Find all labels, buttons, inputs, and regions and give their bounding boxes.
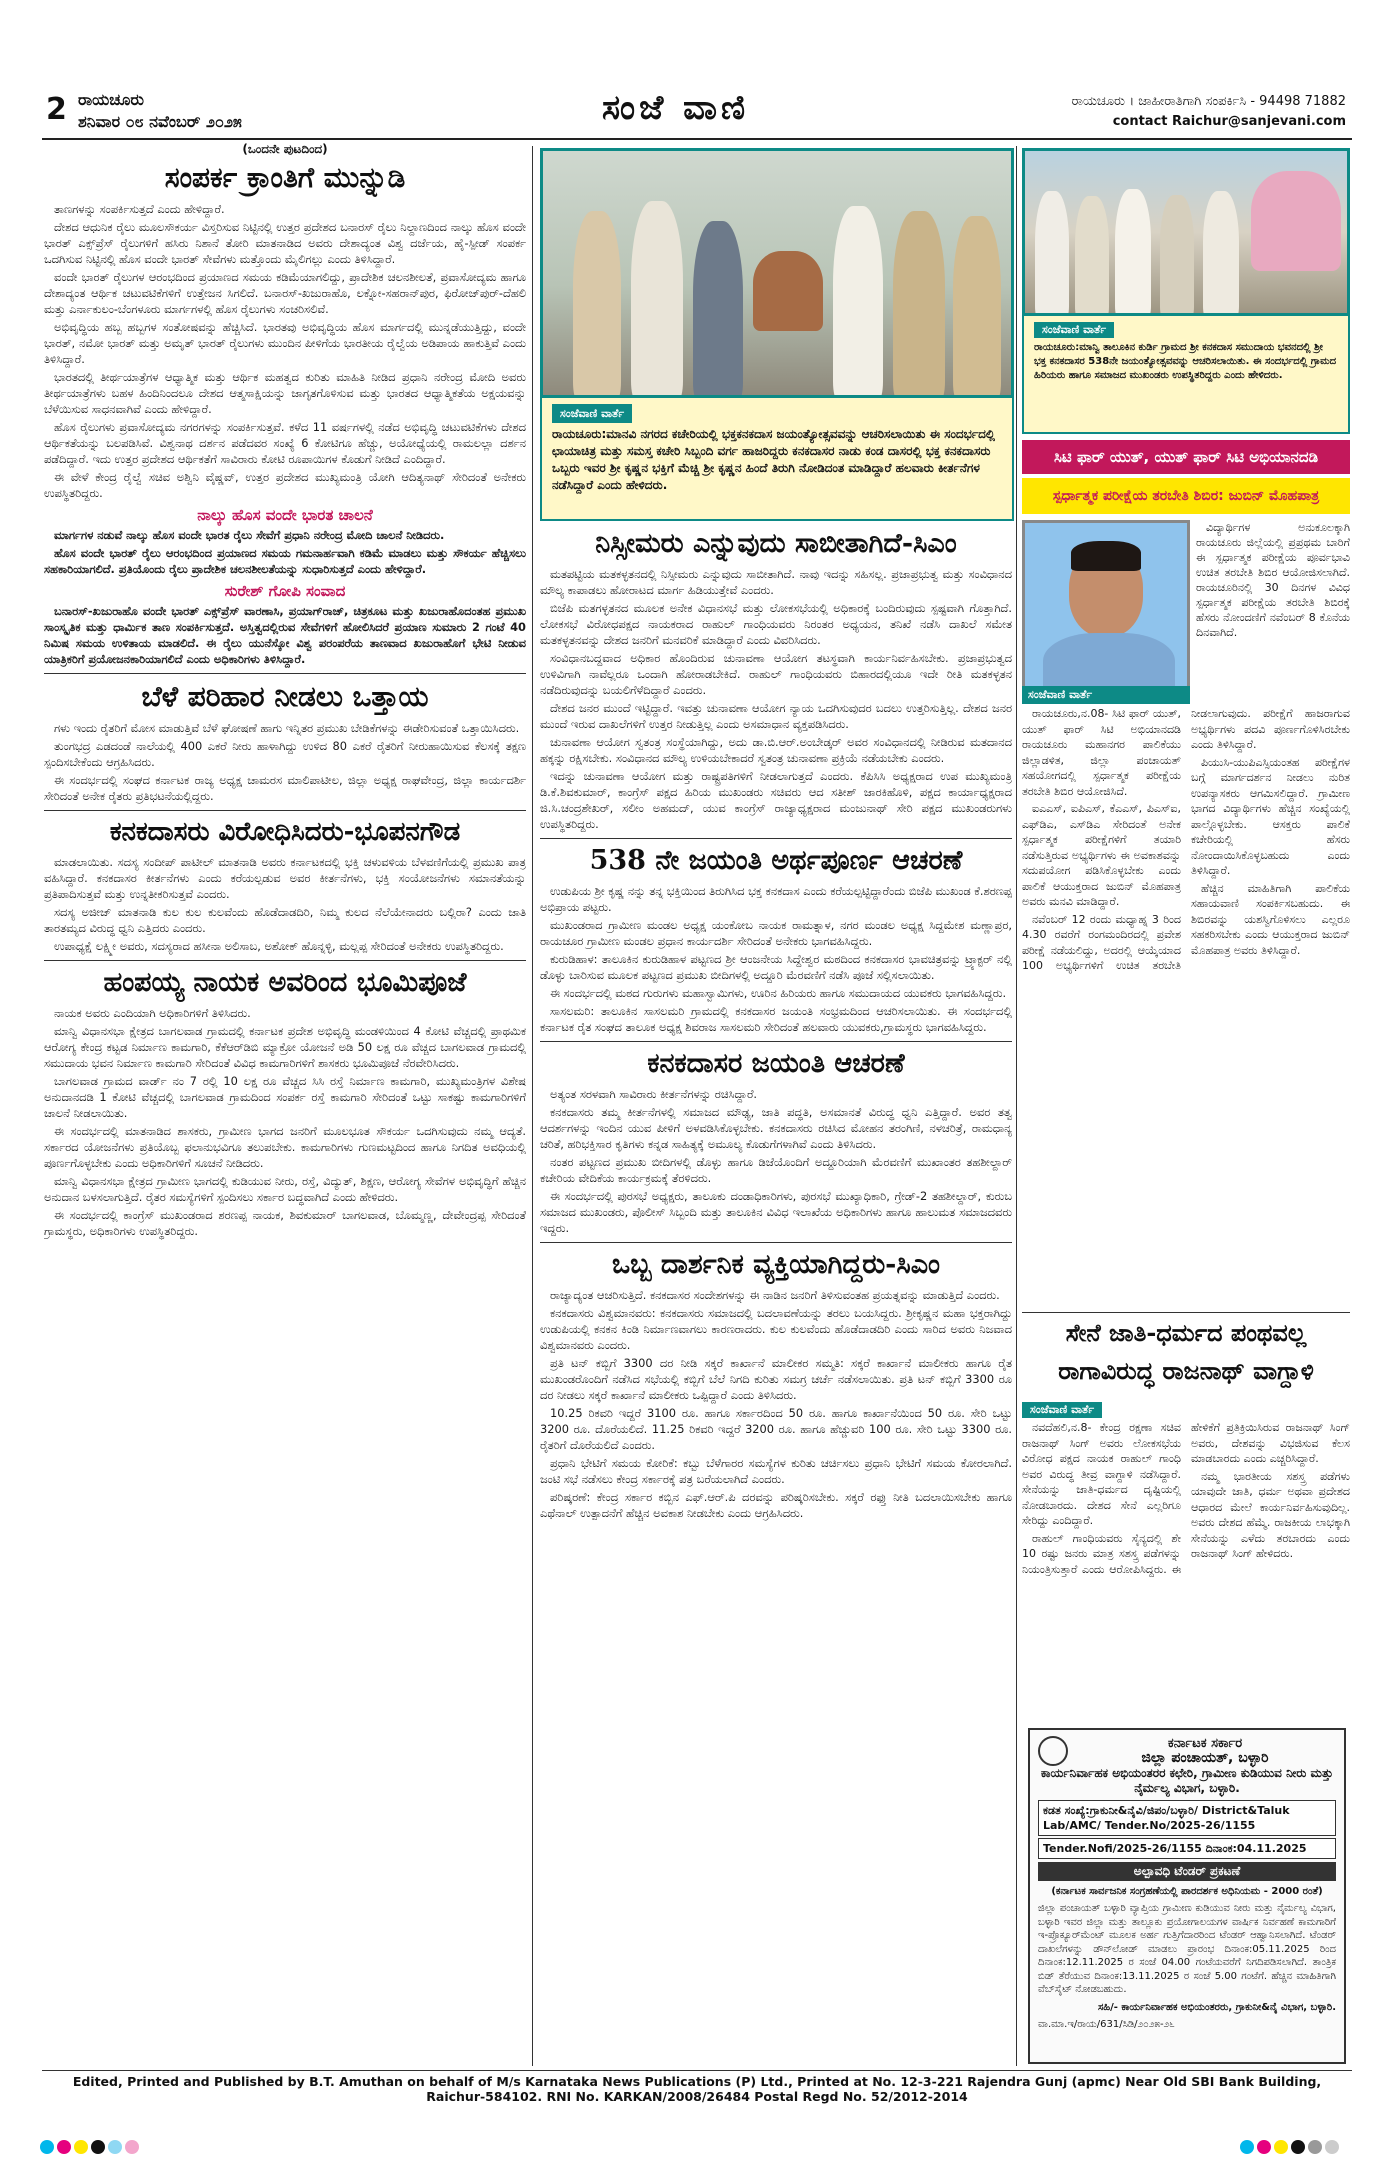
paragraph: ನಂತರ ಪಟ್ಟಣದ ಪ್ರಮುಖ ಬೀದಿಗಳಲ್ಲಿ ಡೊಳ್ಳು ಹಾಗೂ ಡಿಜೆಯೊಂದಿಗೆ ಅದ್ದೂರಿಯಾಗಿ ಮೆರವಣಿಗೆ ಮುಖಾಂತರ ತಹಶೀಲ್ದಾರ್ ಕಚೇರಿಯ ವೇದಿಕೆಯ ಕಾರ್ಯಕ್ರಮಕ್ಕೆ ತೆರಳಿದರು. <box>540 1155 1012 1185</box>
paragraph: ನಮ್ಮ ಭಾರತೀಯ ಸಶಸ್ತ್ರ ಪಡೆಗಳು ಯಾವುದೇ ಜಾತಿ, ಧರ್ಮ ಅಥವಾ ಪ್ರದೇಶದ ಆಧಾರದ ಮೇಲೆ ಕಾರ್ಯನಿರ್ವಹಿಸುವುದಿಲ್ಲ. ಅವರು ದೇಶದ ಹೆಮ್ಮೆ. ರಾಜಕೀಯ ಲಾಭಕ್ಕಾಗಿ ಸೇನೆಯನ್ನು ಎಳೆದು ತರಬಾರದು ಎಂದು ರಾಜನಾಥ್ ಸಿಂಗ್ ಹೇಳಿದರು. <box>1191 1469 1350 1560</box>
light-cyan-mark <box>108 2140 122 2154</box>
tender-advertisement <box>1028 1728 1346 2064</box>
portrait-hair <box>1071 541 1141 571</box>
banner-city-for-youth: ಸಿಟಿ ಫಾರ್ ಯುತ್, ಯುತ್ ಫಾರ್ ಸಿಟಿ ಅಭಿಯಾನದಡಿ <box>1022 440 1350 474</box>
black-mark <box>91 2140 105 2154</box>
paragraph: ಮಾನ್ವಿ ವಿಧಾನಸಭಾ ಕ್ಷೇತ್ರದ ಬಾಗಲವಾಡ ಗ್ರಾಮದಲ್ಲಿ ಕರ್ನಾಟಕ ಪ್ರದೇಶ ಅಭಿವೃದ್ಧಿ ಮಂಡಳಿಯಿಂದ 4 ಕೋಟಿ ವೆಚ್ಚದಲ್ಲಿ ಪ್ರಾಥಮಿಕ ಆರೋಗ್ಯ ಕೇಂದ್ರ ಕಟ್ಟಡ ನಿರ್ಮಾಣ ಕಾಮಗಾರಿ, ಕೆಕೆಆರ್‌ಡಿಬಿ ಮ್ಯಾಕ್ರೋ ಯೋಜನೆ ಅಡಿ 50 ಲಕ್ಷ ರೂ ವೆಚ್ಚದ ಬಾಗಲವಾಡ ಗ್ರಾಮದಲ್ಲಿ ಸಮುದಾಯ ಭವನ ನಿರ್ಮಾಣ ಕಾಮಗಾರಿ ಸೇರಿದಂತೆ ವಿವಿಧ ಕಾಮಗಾರಿಗಳಿಗೆ ಶಾಸಕರು ಭೂಮಿಪೂಜೆ ನೆರವೇರಿಸಿದರು. <box>44 1024 526 1070</box>
paragraph: ಸದಸ್ಯ ಅಜೀಜ್ ಮಾತನಾಡಿ ಕುಲ ಕುಲ ಕುಲವೆಂದು ಹೊಡೆದಾಡದಿರಿ, ನಿಮ್ಮ ಕುಲದ ನೆಲೆಯೇನಾದರು ಬಲ್ಲಿರಾ? ಎಂದು ಜಾತಿ ತಾರತಮ್ಯದ ವಿರುದ್ಧ ಧ್ವನಿ ಎತ್ತಿದರು ಎಂದರು. <box>44 905 526 935</box>
paragraph: ಪಿಯುಸಿ-ಯುಪಿಎಸ್ಸಿಯಂತಹ ಪರೀಕ್ಷೆಗಳ ಬಗ್ಗೆ ಮಾರ್ಗದರ್ಶನ ನೀಡಲು ನುರಿತ ಉಪನ್ಯಾಸಕರು ಆಗಮಿಸಲಿದ್ದಾರೆ. ಗ್ರಾಮೀಣ ಭಾಗದ ವಿದ್ಯಾರ್ಥಿಗಳು ಹೆಚ್ಚಿನ ಸಂಖ್ಯೆಯಲ್ಲಿ ಪಾಲ್ಗೊಳ್ಳಬೇಕು. ಆಸಕ್ತರು ಪಾಲಿಕೆ ಕಚೇರಿಯಲ್ಲಿ ಹೆಸರು ನೋಂದಾಯಿಸಿಕೊಳ್ಳಬಹುದು ಎಂದು ತಿಳಿಸಿದ್ದಾರೆ. <box>1191 755 1350 877</box>
portrait-shirt <box>1043 633 1175 692</box>
article-darshanika <box>540 1287 1012 1521</box>
headline-kanakadasara-jayanti: ಕನಕದಾಸರ ಜಯಂತಿ ಆಚರಣೆ <box>647 1048 905 1079</box>
headline-nisseemaru: ನಿಸ್ಸೀಮರು ಎನ್ನುವುದು ಸಾಬೀತಾಗಿದೆ-ಸಿಎಂ <box>595 528 957 559</box>
caption-text: ರಾಯಚೂರು:ಮಾನವಿ ನಗರದ ಕಚೇರಿಯಲ್ಲಿ ಭಕ್ತಕನಕದಾಸ ಜಯಂತ್ಯೋತ್ಸವವನ್ನು ಆಚರಿಸಲಾಯಿತು ಈ ಸಂದರ್ಭದಲ್ಲಿ ಛಾಯಾಚಿತ್ರ ಮತ್ತು ಸಮಸ್ತ ಕಚೇರಿ ಸಿಬ್ಬಂದಿ ವರ್ಗ ಹಾಜರಿದ್ದರು ಕನಕದಾಸರ ನಾಡು ಕಂಡ ದಾಸರಲ್ಲಿ ಭಕ್ತ ಕನಕದಾಸರು ಒಬ್ಬರು ಇವರ ಶ್ರೀ ಕೃಷ್ಣನ ಭಕ್ತಿಗೆ ಮೆಚ್ಚಿ ಶ್ರೀ ಕೃಷ್ಣನ ಹಿಂದೆ ತಿರುಗಿ ನೋಡಿದಂತ ಮಾಡಿದ್ದಾರೆ ಹಲವಾರು ಕೀರ್ತನೆಗಳ ನಡೆಸಿದ್ದಾರೆ ಎಂದು ಹೇಳಿದರು. <box>552 427 995 492</box>
paragraph: ದೇಶದ ಜನರ ಮುಂದೆ ಇಟ್ಟಿದ್ದಾರೆ. ಇವತ್ತು ಚುನಾವಣಾ ಆಯೋಗ ನ್ಯಾಯ ಒದಗಿಸುವುದರ ಬದಲು ಉತ್ತರಿಸುತ್ತಿಲ್ಲ. ದೇಶದ ಜನರ ಮುಂದೆ ಇರುವ ದಾಖಲೆಗಳಿಗೆ ಉತ್ತರ ನೀಡುತ್ತಿಲ್ಲ ಎಂದು ಅಸಮಾಧಾನ ವ್ಯಕ್ತಪಡಿಸಿದರು. <box>540 701 1012 731</box>
logo-text: ಸಂಜೆ ವಾಣಿ <box>602 88 750 128</box>
ad-signature: ಸಹಿ/- ಕಾರ್ಯನಿರ್ವಾಹಕ ಅಭಿಯಂತರರು, ಗ್ರಾಕುನೀ&ನೈ ವಿಭಾಗ, ಬಳ್ಳಾರಿ. <box>1097 2001 1336 2013</box>
color-registration-marks <box>1240 2140 1339 2154</box>
photo-person <box>631 201 683 398</box>
black-mark <box>1291 2140 1305 2154</box>
headline-kanakadasaru-virodhisidaru: ಕನಕದಾಸರು ವಿರೋಧಿಸಿದರು-ಭೂಪನಗೌಡ <box>109 817 461 847</box>
photo-portrait-frame <box>753 251 823 331</box>
photo-portrait-jubin <box>1022 520 1190 692</box>
magenta-mark <box>1257 2140 1271 2154</box>
paragraph: ತುಂಗಭದ್ರ ಎಡದಂಡೆ ನಾಲೆಯಲ್ಲಿ 400 ಎಕರೆ ನೀರು ಹಾಳಾಗಿದ್ದು ಉಳಿದ 80 ಎಕರೆ ರೈತರಿಗೆ ನೀರುಹಾಯಿಸುವ ಕೆಲಸಕ್ಕೆ ತಕ್ಷಣ ಸ್ಪಂದಿಸಬೇಕೆಂದು ಆಗ್ರಹಿಸಿದರು. <box>44 739 526 769</box>
column-divider <box>532 146 533 2066</box>
photo-caption-kurdi <box>1022 314 1350 434</box>
article-538-jayanti <box>540 883 1012 1035</box>
headline-sene: ಸೇನೆ ಜಾತಿ-ಧರ್ಮದ ಪಂಥವಲ್ಲ <box>1065 1318 1307 1347</box>
paragraph: ಐಎಎಸ್, ಐಪಿಎಸ್, ಕೆಎಎಸ್, ಪಿಎಸ್ಐ, ಎಫ್‌ಡಿಎ, ಎಸ್‌ಡಿಎ ಸೇರಿದಂತೆ ಅನೇಕ ಸ್ಪರ್ಧಾತ್ಮಕ ಪರೀಕ್ಷೆಗಳಿಗೆ ತಯಾರಿ ನಡೆಸುತ್ತಿರುವ ಅಭ್ಯರ್ಥಿಗಳು ಈ ಅವಕಾಶವನ್ನು ಸದುಪಯೋಗ ಪಡಿಸಿಕೊಳ್ಳಬೇಕು ಎಂದು ಪಾಲಿಕೆ ಆಯುಕ್ತರಾದ ಜುಬಿನ್ ಮೊಹಪಾತ್ರ ಅವರು ಮನವಿ ಮಾಡಿದ್ದಾರೆ. <box>1022 802 1181 908</box>
section-rule <box>44 810 526 811</box>
photo-person <box>1035 191 1069 316</box>
section-rule <box>44 960 526 961</box>
yellow-mark <box>1274 2140 1288 2154</box>
continued-label: (ಒಂದನೇ ಪುಟದಿಂದ) <box>242 142 328 156</box>
section-rule <box>540 838 1012 839</box>
masthead-date: ಶನಿವಾರ ೦೮ ನವೆಂಬರ್ ೨೦೨೫ <box>78 112 242 131</box>
light-grey-mark <box>1325 2140 1339 2154</box>
ad-title: ಕರ್ನಾಟಕ ಸರ್ಕಾರ <box>1167 1736 1243 1751</box>
paragraph: ನವೆಂಬರ್ 12 ರಂದು ಮಧ್ಯಾಹ್ನ 3 ರಿಂದ 4.30 ರವರೆಗೆ ರಂಗಮಂದಿರದಲ್ಲಿ ಪ್ರವೇಶ ಪರೀಕ್ಷೆ ನಡೆಯಲಿದ್ದು, ಅದರಲ್ಲಿ ಆಯ್ಕೆಯಾದ 100 ಅಭ್ಯರ್ಥಿಗಳಿಗೆ ಉಚಿತ ತರಬೇತಿ ನೀಡಲಾಗುವುದು. ಪರೀಕ್ಷೆಗೆ ಹಾಜರಾಗುವ ಅಭ್ಯರ್ಥಿಗಳು ಪದವಿ ಪೂರ್ಣಗೊಳಿಸಿರಬೇಕು ಎಂದು ತಿಳಿಸಿದ್ದಾರೆ. <box>1022 707 1350 972</box>
paragraph: ಹೊಸ ವಂದೇ ಭಾರತ್ ರೈಲು ಆರಂಭದಿಂದ ಪ್ರಯಾಣದ ಸಮಯ ಗಮನಾರ್ಹವಾಗಿ ಕಡಿಮೆ ಮಾಡಲು ಮತ್ತು ಸೌಕರ್ಯ ಹೆಚ್ಚಿಸಲು ಸಹಕಾರಿಯಾಗಲಿದೆ. ಪ್ರತಿಯೊಂದು ರೈಲು ಪ್ರಾದೇಶಿಕ ಚಲನಶೀಲತೆಯನ್ನು ಸುಧಾರಿಸುತ್ತದೆ ಎಂದು ಹೇಳಿದ್ದಾರೆ. <box>44 546 526 576</box>
paragraph: ಕನಕದಾಸರು ವಿಶ್ವಮಾನವರು: ಕನಕದಾಸರು ಸಮಾಜದಲ್ಲಿ ಬದಲಾವಣೆಯನ್ನು ತರಲು ಬಯಸಿದ್ದರು. ಶ್ರೀಕೃಷ್ಣನ ಮಹಾ ಭಕ್ತರಾಗಿದ್ದು ಉಡುಪಿಯಲ್ಲಿ ಕನಕನ ಕಿಂಡಿ ನಿರ್ಮಾಣವಾಗಲು ಕಾರಣರಾದರು. ಕುಲ ಕುಲವೆಂದು ಹೊಡೆದಾಡದಿರಿ ಎಂದು ಸಾರಿದ ಅವರು ನಿಜವಾದ ವಿಶ್ವಮಾನವರು ಎಂದರು. <box>540 1306 1012 1352</box>
paragraph: ಭಾರತದಲ್ಲಿ ತೀರ್ಥಯಾತ್ರೆಗಳ ಆಧ್ಯಾತ್ಮಿಕ ಮತ್ತು ಆರ್ಥಿಕ ಮಹತ್ವದ ಕುರಿತು ಮಾಹಿತಿ ನೀಡಿದ ಪ್ರಧಾನಿ ನರೇಂದ್ರ ಮೋದಿ ಅವರು ತೀರ್ಥಯಾತ್ರೆಗಳು ಬಹಳ ಹಿಂದಿನಿಂದಲೂ ದೇಶದ ಆತ್ಮಸಾಕ್ಷಿಯನ್ನು ಜಾಗೃತಗೊಳಿಸುವ ಮತ್ತು ಭಾರತದ ಆಧ್ಯಾತ್ಮಿಕತೆಯ ಅಕ್ಷಯವನ್ನು ಬೆಳೆಯಿಸುವ ಸಾಧನವಾಗಿವೆ ಎಂದು ಹೇಳಿದ್ದಾರೆ. <box>44 370 526 416</box>
column-right-article <box>1022 706 1350 1306</box>
paragraph: ವಂದೇ ಭಾರತ್ ರೈಲುಗಳ ಆರಂಭದಿಂದ ಪ್ರಯಾಣದ ಸಮಯ ಕಡಿಮೆಯಾಗಲಿದ್ದು, ಪ್ರಾದೇಶಿಕ ಚಲನಶೀಲತೆ, ಪ್ರವಾಸೋದ್ಯಮ ಹಾಗೂ ದೇಶಾದ್ಯಂತ ಆರ್ಥಿಕ ಚಟುವಟಿಕೆಗಳಿಗೆ ಉತ್ತೇಜನ ಸಿಗಲಿದೆ. ಬನಾರಸ್-ಖಜುರಾಹೊ, ಲಕ್ನೋ-ಸಹರಾನ್‌ಪುರ, ಫಿರೋಜ್‌ಪುರ್-ದೆಹಲಿ ಮತ್ತು ಎರ್ನಾಕುಲಂ-ಬೆಂಗಳೂರು ಮಾರ್ಗಗಳಲ್ಲಿ ಹೊಸ ರೈಲುಗಳು ಸಂಚರಿಸಲಿವೆ. <box>44 270 526 316</box>
ad-reference-2: Tender.Nofi/2025-26/1155 ದಿನಾಂಕ:04.11.2025 <box>1038 1838 1336 1859</box>
caption-tag: ಸಂಜೆವಾಣಿ ವಾರ್ತೆ <box>1022 1402 1102 1418</box>
paragraph: ಸಾಸಲಮರಿ: ತಾಲೂಕಿನ ಸಾಸಲಮರಿ ಗ್ರಾಮದಲ್ಲಿ ಕನಕದಾಸರ ಜಯಂತಿ ಸಂಭ್ರಮದಿಂದ ಆಚರಿಸಲಾಯಿತು. ಈ ಸಂದರ್ಭದಲ್ಲಿ ಕರ್ನಾಟಕ ರೈತ ಸಂಘದ ತಾಲೂಕ ಅಧ್ಯಕ್ಷ ಶಿವರಾಜ ಸಾಸಲಮರಿ ಸೇರಿದಂತೆ ಹಲವಾರು ಯುವಕರು,ಗ್ರಾಮಸ್ಥರು ಭಾಗವಹಿಸಿದ್ದರು. <box>540 1004 1012 1034</box>
banner-competitive-exam: ಸ್ಪರ್ಧಾತ್ಮಕ ಪರೀಕ್ಷೆಯ ತರಬೇತಿ ಶಿಬಿರ: ಜುಬಿನ್ ಮೊಹಪಾತ್ರ <box>1022 478 1350 514</box>
caption-text: ರಾಯಚೂರು:ಮಾನ್ವಿ ತಾಲೂಕಿನ ಕುರ್ಡಿ ಗ್ರಾಮದ ಶ್ರೀ ಕನಕದಾಸ ಸಮುದಾಯ ಭವನದಲ್ಲಿ ಶ್ರೀ ಭಕ್ತ ಕನಕದಾಸರ 538ನೇ ಜಯಂತ್ಯೋತ್ಸವವನ್ನು ಆಚರಿಸಲಾಯಿತು. ಈ ಸಂದರ್ಭದಲ್ಲಿ ಗ್ರಾಮದ ಹಿರಿಯರು ಹಾಗೂ ಸಮಾಜದ ಮುಖಂಡರು ಉಪಸ್ಥಿತರಿದ್ದರು ಎಂದು ಹೇಳಿದರು. <box>1034 342 1337 381</box>
paragraph: ತಾಣಗಳನ್ನು ಸಂಪರ್ಕಿಸುತ್ತದೆ ಎಂದು ಹೇಳಿದ್ದಾರೆ. <box>54 202 225 216</box>
ad-contact-line: ರಾಯಚೂರು । ಜಾಹೀರಾತಿಗಾಗಿ ಸಂಪರ್ಕಿಸಿ - 94498 71882 <box>1071 94 1346 109</box>
paragraph: ಇದನ್ನು ಚುನಾವಣಾ ಆಯೋಗ ಮತ್ತು ರಾಷ್ಟ್ರಪತಿಗಳಿಗೆ ನೀಡಲಾಗುತ್ತದೆ ಎಂದರು. ಕೆಪಿಸಿಸಿ ಅಧ್ಯಕ್ಷರಾದ ಉಪ ಮುಖ್ಯಮಂತ್ರಿ ಡಿ.ಕೆ.ಶಿವಕುಮಾರ್, ಕಾಂಗ್ರೆಸ್ ಪಕ್ಷದ ಹಿರಿಯ ಮುಖಂಡರು ಸಚಿವರು ಆದ ಸತೀಶ್ ಜಾರಕಿಹೊಳಿ, ಪಕ್ಷದ ಕಾರ್ಯಾಧ್ಯಕ್ಷರಾದ ಜಿ.ಸಿ.ಚಂದ್ರಶೇಖರ್, ಸಲೀಂ ಅಹಮದ್, ಯುವ ಕಾಂಗ್ರೆಸ್ ರಾಜ್ಯಾಧ್ಯಕ್ಷರಾದ ಮಂಜುನಾಥ್ ಸೇರಿ ಪಕ್ಷದ ಮುಖಂಡರುಗಳು ಉಪಸ್ಥಿತರಿದ್ದರು. <box>540 769 1012 831</box>
magenta-mark <box>57 2140 71 2154</box>
paragraph: ಈ ಸಂದರ್ಭದಲ್ಲಿ ಮಠದ ಗುರುಗಳು ಮಹಾಸ್ವಾಮಿಗಳು, ಊರಿನ ಹಿರಿಯರು ಹಾಗೂ ಸಮುದಾಯದ ಯುವಕರು ಭಾಗವಹಿಸಿದ್ದರು. <box>550 986 1007 1000</box>
paragraph: ರಾಜ್ಯಾದ್ಯಂತ ಆಚರಿಸುತ್ತಿದೆ. ಕನಕದಾಸರ ಸಂದೇಶಗಳನ್ನು ಈ ನಾಡಿನ ಜನರಿಗೆ ತಿಳಿಸುವಂತಹ ಪ್ರಯತ್ನವನ್ನು ಮಾಡುತ್ತಿದೆ ಎಂದರು. <box>550 1288 1000 1302</box>
email-contact-line: contact Raichur@sanjevani.com <box>1112 114 1346 129</box>
photo-flower-decoration <box>1251 171 1341 271</box>
ad-sub-banner: (ಕರ್ನಾಟಕ ಸಾರ್ವಜನಿಕ ಸಂಗ್ರಹಣೆಯಲ್ಲಿ ಪಾರದರ್ಶಕ ಅಧಿನಿಯಮ - 2000 ರಂತೆ) <box>1051 1886 1323 1897</box>
photo-person <box>893 211 945 398</box>
headline-538-jayanti: 538 ನೇ ಜಯಂತಿ ಅರ್ಥಪೂರ್ಣ ಆಚರಣೆ <box>589 845 963 876</box>
paragraph: ಮತಪಟ್ಟಿಯ ಮತಕಳ್ಳತನದಲ್ಲಿ ನಿಸ್ಸೀಮರು ಎನ್ನುವುದು ಸಾಬೀತಾಗಿದೆ. ನಾವು ಇದನ್ನು ಸಹಿಸಲ್ಲ. ಪ್ರಜಾಪ್ರಭುತ್ವ ಮತ್ತು ಸಂವಿಧಾನದ ಮೌಲ್ಯ ಕಾಪಾಡಲು ಹೋರಾಟದ ಮಾರ್ಗ ಹಿಡಿಯುತ್ತೇವೆ ಎಂದರು. <box>540 567 1012 597</box>
photo-kurdi-celebration <box>1022 148 1350 316</box>
newspaper-logo <box>602 88 749 128</box>
paragraph: ಉಡುಪಿಯ ಶ್ರೀ ಕೃಷ್ಣ ನನ್ನು ತನ್ನ ಭಕ್ತಿಯಿಂದ ತಿರುಗಿಸಿದ ಭಕ್ತ ಕನಕದಾಸ ಎಂದು ಕರೆಯಲ್ಪಟ್ಟಿದ್ದಾರೆಂದು ಬಿಜೆಪಿ ಮುಖಂಡ ಕೆ.ಶರಣಪ್ಪ ಅಭಿಪ್ರಾಯ ಪಟ್ಟರು. <box>540 884 1012 914</box>
paragraph: ಸಂವಿಧಾನಬದ್ದವಾದ ಅಧಿಕಾರ ಹೊಂದಿರುವ ಚುನಾವಣಾ ಆಯೋಗ ತಟಸ್ಥವಾಗಿ ಕಾರ್ಯನಿರ್ವಹಿಸಬೇಕು. ಪ್ರಜಾಪ್ರಭುತ್ವದ ಉಳಿವಿಗಾಗಿ ನಾವೆಲ್ಲರೂ ಒಂದಾಗಿ ಹೋರಾಡಬೇಕಿದೆ. ರಾಹುಲ್ ಗಾಂಧಿಯವರು ಬಿಹಾರದಲ್ಲಿಯೂ ಇದೇ ರೀತಿ ಮತಕಳ್ಳತನ ನಡೆದಿರುವುದನ್ನು ಬಯಲಿಗೆಳೆದಿದ್ದಾರೆ ಎಂದರು. <box>540 651 1012 697</box>
paragraph: ಮಾಡಲಾಯಿತು. ಸದಸ್ಯ ಸಂದೀಪ್ ಪಾಟೀಲ್ ಮಾತನಾಡಿ ಅವರು ಕರ್ನಾಟಕದಲ್ಲಿ ಭಕ್ತಿ ಚಳುವಳಿಯ ಬೆಳವಣಿಗೆಯಲ್ಲಿ ಪ್ರಮುಖ ಪಾತ್ರ ವಹಿಸಿದ್ದಾರೆ. ಕನಕದಾಸರ ಕೀರ್ತನೆಗಳು ಎಂದು ಕರೆಯಲ್ಪಡುವ ಅವರ ಕೀರ್ತನೆಗಳು, ಭಕ್ತಿ ಸಂಯೋಜನೆಗಳು ಸಮಾನತೆಯನ್ನು ಪ್ರತಿಪಾದಿಸುತ್ತವೆ ಮತ್ತು ಉನ್ನತೀಕರಿಸುತ್ತವೆ ಎಂದರು. <box>44 855 526 901</box>
photo-person <box>1203 191 1239 316</box>
paragraph: ದೇಶದ ಆಧುನಿಕ ರೈಲು ಮೂಲಸೌಕರ್ಯ ವಿಸ್ತರಿಸುವ ನಿಟ್ಟಿನಲ್ಲಿ ಉತ್ತರ ಪ್ರದೇಶದ ಬನಾರಸ್ ರೈಲು ನಿಲ್ದಾಣದಿಂದ ನಾಲ್ಕು ಹೊಸ ವಂದೇ ಭಾರತ್ ಎಕ್ಸ್‌ಪ್ರೆಸ್ ರೈಲುಗಳಿಗೆ ಹಸಿರು ನಿಶಾನೆ ತೋರಿ ಮಾತನಾಡಿದ ಅವರು ದೇಶಾದ್ಯಂತ ವಿಶ್ವ ದರ್ಜೆಯ, ಹೈ-ಸ್ಪೀಡ್ ಸಂಪರ್ಕ ಒದಗಿಸುವ ನಿಟ್ಟಿನಲ್ಲಿ ಹೊಸ ವಂದೇ ಭಾರತ್ ಸೇವೆಗಳು ಮತ್ತೊಂದು ಮೈಲಿಗಲ್ಲು ಎಂದು ತಿಳಿಸಿದ್ದಾರೆ. <box>44 220 526 266</box>
article-kanakadasara-jayanti <box>540 1086 1012 1236</box>
photo-person <box>833 206 883 398</box>
photo-person <box>1115 189 1151 316</box>
masthead <box>42 86 1352 140</box>
paragraph: ಈ ವೇಳೆ ಕೇಂದ್ರ ರೈಲ್ವೆ ಸಚಿವ ಅಶ್ವಿನಿ ವೈಷ್ಣವ್, ಉತ್ತರ ಪ್ರದೇಶದ ಮುಖ್ಯಮಂತ್ರಿ ಯೋಗಿ ಆದಿತ್ಯನಾಥ್ ಸೇರಿದಂತೆ ಅನೇಕರು ಉಪಸ್ಥಿತರಿದ್ದರು. <box>44 470 526 500</box>
headline-bele-parihara: ಬೆಳೆ ಪರಿಹಾರ ನೀಡಲು ಒತ್ತಾಯ <box>141 680 429 713</box>
article-kanakadasaru <box>44 854 526 954</box>
headline-darshanika: ಒಬ್ಬ ದಾರ್ಶನಿಕ ವ್ಯಕ್ತಿಯಾಗಿದ್ದರು-ಸಿಎಂ <box>611 1249 941 1280</box>
paragraph: ಮುಖಂಡರಾದ ಗ್ರಾಮೀಣ ಮಂಡಲ ಅಧ್ಯಕ್ಷ ಯಂಕೋಬ ನಾಯಕ ರಾಮತ್ನಾಳ, ನಗರ ಮಂಡಲ ಅಧ್ಯಕ್ಷ ಸಿದ್ದಮೇಶ ಮಣ್ಣಾಪ್ರರ, ರಾಯಚೂರ ಗ್ರಾಮೀಣ ಮಂಡಲ ಪ್ರಧಾನ ಕಾರ್ಯದರ್ಶಿ ಸೇರಿದಂತೆ ಅನೇಕರು ಭಾಗವಹಿಸಿದ್ದರು. <box>540 918 1012 948</box>
page-number: 2 <box>46 92 67 127</box>
paragraph: ಕನಕದಾಸರು ತಮ್ಮ ಕೀರ್ತನೆಗಳಲ್ಲಿ ಸಮಾಜದ ಮೌಢ್ಯ, ಜಾತಿ ಪದ್ಧತಿ, ಅಸಮಾನತೆ ವಿರುದ್ಧ ಧ್ವನಿ ಎತ್ತಿದ್ದಾರೆ. ಅವರ ತತ್ವ ಆದರ್ಶಗಳನ್ನು ಇಂದಿನ ಯುವ ಪೀಳಿಗೆ ಅಳವಡಿಸಿಕೊಳ್ಳಬೇಕು. ಕನಕದಾಸರು ರಚಿಸಿದ ಮೋಹನ ತರಂಗಿಣಿ, ನಳಚರಿತ್ರೆ, ರಾಮಧಾನ್ಯ ಚರಿತೆ, ಹರಿಭಕ್ತಿಸಾರ ಕೃತಿಗಳು ಕನ್ನಡ ಸಾಹಿತ್ಯಕ್ಕೆ ಅಮೂಲ್ಯ ಕೊಡುಗೆಗಳಾಗಿವೆ ಎಂದು ತಿಳಿಸಿದರು. <box>540 1105 1012 1151</box>
cyan-mark <box>40 2140 54 2154</box>
paragraph: 10.25 ರಿಕವರಿ ಇದ್ದರೆ 3100 ರೂ. ಹಾಗೂ ಸರ್ಕಾರದಿಂದ 50 ರೂ. ಹಾಗೂ ಕಾರ್ಖಾನೆಯಿಂದ 50 ರೂ. ಸೇರಿ ಒಟ್ಟು 3200 ರೂ. ದೊರೆಯಲಿದೆ. 11.25 ರಿಕವರಿ ಇದ್ದರೆ 3200 ರೂ. ಹಾಗೂ ಹೆಚ್ಚುವರಿ 100 ರೂ. ಸೇರಿ ಒಟ್ಟು 3300 ರೂ. ರೈತರಿಗೆ ದೊರೆಯಲಿದೆ ಎಂದರು. <box>540 1406 1012 1452</box>
ad-dipr-code: ವಾ.ಮಾ.ಇ/ರಾಯ/631/ಸಿಡಿ/೨೦೨೫-೨೬ <box>1038 2018 1175 2030</box>
section-rule <box>540 1242 1012 1243</box>
ad-body: ಜಿಲ್ಲಾ ಪಂಚಾಯತ್ ಬಳ್ಳಾರಿ ವ್ಯಾಪ್ತಿಯ ಗ್ರಾಮೀಣ ಕುಡಿಯುವ ನೀರು ಮತ್ತು ನೈರ್ಮಲ್ಯ ವಿಭಾಗ, ಬಳ್ಳಾರಿ ಇವರ ಜಿಲ್ಲಾ ಮತ್ತು ತಾಲ್ಲೂಕು ಪ್ರಯೋಗಾಲಯಗಳ ವಾರ್ಷಿಕ ನಿರ್ವಹಣೆ ಕಾಮಗಾರಿಗೆ ಇ-ಪ್ರೊಕ್ಯೂರ್‌ಮೆಂಟ್ ಮೂಲಕ ಅರ್ಹ ಗುತ್ತಿಗೆದಾರರಿಂದ ಟೆಂಡರ್ ಆಹ್ವಾನಿಸಲಾಗಿದೆ. ಟೆಂಡರ್ ದಾಖಲೆಗಳನ್ನು ಡೌನ್‌ಲೋಡ್ ಮಾಡಲು ಪ್ರಾರಂಭ ದಿನಾಂಕ:05.11.2025 ರಿಂದ ದಿನಾಂಕ:12.11.2025 ರ ಸಂಜೆ 04.00 ಗಂಟೆಯವರೆಗೆ ನಿಗದಿಪಡಿಸಲಾಗಿದೆ. ತಾಂತ್ರಿಕ ಬಿಡ್ ತೆರೆಯುವ ದಿನಾಂಕ:13.11.2025 ರ ಸಂಜೆ 5.00 ಗಂಟೆಗೆ. ಹೆಚ್ಚಿನ ಮಾಹಿತಿಗಾಗಿ ವೆಬ್‌ಸೈಟ್ ನೋಡಬಹುದು. <box>1038 1903 1336 1995</box>
cyan-mark <box>1240 2140 1254 2154</box>
paragraph: ರಾಯಚೂರು,ನ.08- ಸಿಟಿ ಫಾರ್ ಯುತ್, ಯುತ್ ಫಾರ್ ಸಿಟಿ ಅಭಿಯಾನದಡಿ ರಾಯಚೂರು ಮಹಾನಗರ ಪಾಲಿಕೆಯು ಜಿಲ್ಲಾಡಳಿತ, ಜಿಲ್ಲಾ ಪಂಚಾಯತ್ ಸಹಯೋಗದಲ್ಲಿ ಸ್ಪರ್ಧಾತ್ಮಕ ಪರೀಕ್ಷೆಯ ತರಬೇತಿ ಶಿಬಿರ ಆಯೋಜಿಸಿದೆ. <box>1022 707 1181 798</box>
paragraph: ಅಭಿವೃದ್ಧಿಯ ಹಬ್ಬ ಹಬ್ಬಗಳ ಸಂತೋಷವನ್ನು ಹೆಚ್ಚಿಸಿದೆ. ಭಾರತವು ಅಭಿವೃದ್ಧಿಯ ಹೊಸ ಮಾರ್ಗದಲ್ಲಿ ಮುನ್ನಡೆಯುತ್ತಿದ್ದು, ವಂದೇ ಭಾರತ್, ನಮೋ ಭಾರತ್ ಮತ್ತು ಅಮೃತ್ ಭಾರತ್ ರೈಲುಗಳು ಮುಂದಿನ ಪೀಳಿಗೆಯ ಭಾರತೀಯ ರೈಲ್ವೆಯ ಅಡಿಪಾಯ ಹಾಕುತ್ತಿವೆ ಎಂದು ತಿಳಿಸಿದ್ದಾರೆ. <box>44 320 526 366</box>
section-rule <box>540 1041 1012 1042</box>
photo-person <box>1160 195 1194 316</box>
headline-rajnath: ರಾಗಾವಿರುದ್ಧ ರಾಜನಾಥ್ ವಾಗ್ದಾಳಿ <box>1058 1356 1314 1385</box>
column-middle <box>540 528 1012 2068</box>
article-hampayya <box>44 1005 526 1239</box>
paragraph: ಪ್ರಧಾನಿ ಭೇಟಿಗೆ ಸಮಯ ಕೋರಿಕೆ: ಕಬ್ಬು ಬೆಳೆಗಾರರ ಸಮಸ್ಯೆಗಳ ಕುರಿತು ಚರ್ಚಿಸಲು ಪ್ರಧಾನಿ ಭೇಟಿಗೆ ಸಮಯ ಕೋರಲಾಗಿದೆ. ಜಂಟಿ ಸಭೆ ನಡೆಸಲು ಕೇಂದ್ರ ಸರ್ಕಾರಕ್ಕೆ ಪತ್ರ ಬರೆಯಲಾಗಿದೆ ಎಂದರು. <box>540 1456 1012 1486</box>
caption-tag: ಸಂಜೆವಾಣಿ ವಾರ್ತೆ <box>1034 322 1114 338</box>
article-training <box>1022 706 1350 974</box>
paragraph: ಹೊಸ ರೈಲುಗಳು ಪ್ರವಾಸೋದ್ಯಮ ನಗರಗಳನ್ನು ಸಂಪರ್ಕಿಸುತ್ತವೆ. ಕಳೆದ 11 ವರ್ಷಗಳಲ್ಲಿ ನಡೆದ ಅಭಿವೃದ್ಧಿ ಚಟುವಟಿಕೆಗಳು ದೇಶದ ಆರ್ಥಿಕತೆಯನ್ನು ಬಲಪಡಿಸಿವೆ. ವಿಶ್ವನಾಥ ದರ್ಶನ ಪಡೆದವರ ಸಂಖ್ಯೆ 6 ಕೋಟಿಗೂ ಹೆಚ್ಚು, ಅಯೋಧ್ಯೆಯಲ್ಲಿ ರಾಮಲಲ್ಲಾ ದರ್ಶನ ಪಡೆದಿದ್ದಾರೆ. ಇದು ಉತ್ತರ ಪ್ರದೇಶದ ಆರ್ಥಿಕತೆಗೆ ಸಾವಿರಾರು ಕೋಟಿ ರೂಪಾಯಿಗಳ ಕೊಡುಗೆ ನೀಡಿದೆ ಎಂದಿದ್ದಾರೆ. <box>44 420 526 466</box>
govt-emblem-icon <box>1038 1736 1068 1766</box>
subhead-suresh-gopi: ಸುರೇಶ್ ಗೋಪಿ ಸಂವಾದ <box>224 582 346 600</box>
paragraph: ವಿದ್ಯಾರ್ಥಿಗಳ ಅನುಕೂಲಕ್ಕಾಗಿ ರಾಯಚೂರು ಜಿಲ್ಲೆಯಲ್ಲಿ ಪ್ರಪ್ರಥಮ ಬಾರಿಗೆ ಈ ಸ್ಪರ್ಧಾತ್ಮಕ ಪರೀಕ್ಷೆಯ ಪೂರ್ವಭಾವಿ ಉಚಿತ ತರಬೇತಿ ಶಿಬಿರ ಆಯೋಜಿಸಲಾಗಿದೆ. ರಾಯಚೂರಿನಲ್ಲಿ 30 ದಿನಗಳ ವಿವಿಧ ಸ್ಪರ್ಧಾತ್ಮಕ ಪರೀಕ್ಷೆಯ ತರಬೇತಿ ಶಿಬಿರಕ್ಕೆ ಹೆಸರು ನೋಂದಣಿಗೆ ನವೆಂಬರ್ 8 ಕೊನೆಯ ದಿನವಾಗಿದೆ. <box>1196 521 1350 639</box>
photo-office-celebration <box>540 148 1014 398</box>
photo-person <box>693 221 743 398</box>
paragraph: ಹೆಚ್ಚಿನ ಮಾಹಿತಿಗಾಗಿ ಪಾಲಿಕೆಯ ಸಹಾಯವಾಣಿ ಸಂಪರ್ಕಿಸಬಹುದು. ಈ ಶಿಬಿರವನ್ನು ಯಶಸ್ವಿಗೊಳಿಸಲು ಎಲ್ಲರೂ ಸಹಕರಿಸಬೇಕು ಎಂದು ಆಯುಕ್ತರಾದ ಜುಬಿನ್ ಮೊಹಪಾತ್ರ ಅವರು ತಿಳಿಸಿದ್ದಾರೆ. <box>1191 881 1350 957</box>
ad-subtitle: ಕಾರ್ಯನಿರ್ವಾಹಕ ಅಭಿಯಂತರರ ಕಛೇರಿ, ಗ್ರಾಮೀಣ ಕುಡಿಯುವ ನೀರು ಮತ್ತು ನೈರ್ಮಲ್ಯ ವಿಭಾಗ, ಬಳ್ಳಾರಿ. <box>1040 1766 1334 1795</box>
article-nisseemaru <box>540 566 1012 832</box>
headline-hampayya-nayaka: ಹಂಪಯ್ಯ ನಾಯಕ ಅವರಿಂದ ಭೂಮಿಪೂಜೆ <box>103 967 467 998</box>
paragraph: ನಾಯಕ ಅವರು ಎಂದಿಯಾಗಿ ಅಧಿಕಾರಿಗಳಿಗೆ ತಿಳಿಸಿದರು. <box>54 1006 251 1020</box>
portrait-tag: ಸಂಜೆವಾಣಿ ವಾರ್ತೆ <box>1022 686 1190 704</box>
article-sampark <box>44 201 526 667</box>
color-registration-marks <box>40 2140 139 2154</box>
column-right-narrow <box>1196 520 1350 704</box>
paragraph: ಪ್ರತಿ ಟನ್ ಕಬ್ಬಿಗೆ 3300 ದರ ನೀಡಿ ಸಕ್ಕರೆ ಕಾರ್ಖಾನೆ ಮಾಲೀಕರ ಸಮ್ಮತಿ: ಸಕ್ಕರೆ ಕಾರ್ಖಾನೆ ಮಾಲೀಕರು ಹಾಗೂ ರೈತ ಮುಖಂಡರೊಂದಿಗೆ ನಡೆಸಿದ ಸಭೆಯಲ್ಲಿ ಕಬ್ಬಿಗೆ ಬೆಲೆ ನಿಗದಿ ಕುರಿತು ಸಮಗ್ರ ಚರ್ಚೆ ನಡೆಸಲಾಯಿತು. ಪ್ರತಿ ಟನ್ ಕಬ್ಬಿಗೆ 3300 ರೂ ದರ ನೀಡಲು ಸಕ್ಕರೆ ಕಾರ್ಖಾನೆ ಮಾಲೀಕರು ಒಪ್ಪಿದ್ದಾರೆ ಎಂದು ತಿಳಿಸಿದರು. <box>540 1356 1012 1402</box>
paragraph: ಈ ಸಂದರ್ಭದಲ್ಲಿ ಮಾತನಾಡಿದ ಶಾಸಕರು, ಗ್ರಾಮೀಣ ಭಾಗದ ಜನರಿಗೆ ಮೂಲಭೂತ ಸೌಕರ್ಯ ಒದಗಿಸುವುದು ನಮ್ಮ ಆದ್ಯತೆ. ಸರ್ಕಾರದ ಯೋಜನೆಗಳು ಪ್ರತಿಯೊಬ್ಬ ಫಲಾನುಭವಿಗೂ ತಲುಪಬೇಕು. ಕಾಮಗಾರಿಗಳು ಗುಣಮಟ್ಟದಿಂದ ಹಾಗೂ ನಿಗದಿತ ಅವಧಿಯಲ್ಲಿ ಪೂರ್ಣಗೊಳ್ಳಬೇಕು ಎಂದು ಅಧಿಕಾರಿಗಳಿಗೆ ಸೂಚನೆ ನೀಡಿದರು. <box>44 1124 526 1170</box>
ad-header <box>1038 1736 1336 1766</box>
paragraph: ರಾಹುಲ್ ಗಾಂಧಿಯವರು ಸೈನ್ಯದಲ್ಲಿ ಶೇ 10 ರಷ್ಟು ಜನರು ಮಾತ್ರ ಸಶಸ್ತ್ರ ಪಡೆಗಳನ್ನು ನಿಯಂತ್ರಿಸುತ್ತಾರೆ ಎಂದು ಆರೋಪಿಸಿದ್ದರು. ಈ ಹೇಳಿಕೆಗೆ ಪ್ರತಿಕ್ರಿಯಿಸಿರುವ ರಾಜನಾಥ್ ಸಿಂಗ್ ಅವರು, ದೇಶವನ್ನು ವಿಭಜಿಸುವ ಕೆಲಸ ಮಾಡಬಾರದು ಎಂದು ಎಚ್ಚರಿಸಿದ್ದಾರೆ. <box>1022 1421 1350 1576</box>
paragraph: ಗಳು ಇಂದು ರೈತರಿಗೆ ಮೋಸ ಮಾಡುತ್ತಿವೆ ಬೆಳೆ ಘೋಷಣೆ ಹಾಗು ಇನ್ನಿತರ ಪ್ರಮುಖ ಬೇಡಿಕೆಗಳನ್ನು ಈಡೇರಿಸುವಂತೆ ಒತ್ತಾಯಿಸಿದರು. <box>54 721 520 735</box>
paragraph: ಈ ಸಂದರ್ಭದಲ್ಲಿ ಕಾಂಗ್ರೆಸ್ ಮುಖಂಡರಾದ ಶರಣಪ್ಪ ನಾಯಕ, ಶಿವಕುಮಾರ್ ಬಾಗಲವಾಡ, ಬೊಮ್ಮಣ್ಣ, ದೇವೇಂದ್ರಪ್ಪ ಸೇರಿದಂತೆ ಗ್ರಾಮಸ್ಥರು, ಅಧಿಕಾರಿಗಳು ಉಪಸ್ಥಿತರಿದ್ದರು. <box>44 1208 526 1238</box>
caption-tag: ಸಂಜೆವಾಣಿ ವಾರ್ತೆ <box>552 404 632 423</box>
paragraph: ಮಾರ್ಗಗಳ ನಡುವೆ ನಾಲ್ಕು ಹೊಸ ವಂದೇ ಭಾರತ ರೈಲು ಸೇವೆಗೆ ಪ್ರಧಾನಿ ನರೇಂದ್ರ ಮೋದಿ ಚಾಲನೆ ನೀಡಿದರು. <box>54 528 445 542</box>
paragraph: ಈ ಸಂದರ್ಭದಲ್ಲಿ ಪುರಸಭೆ ಅಧ್ಯಕ್ಷರು, ತಾಲೂಕು ದಂಡಾಧಿಕಾರಿಗಳು, ಪುರಸಭೆ ಮುಖ್ಯಾಧಿಕಾರಿ, ಗ್ರೇಡ್-2 ತಹಶೀಲ್ದಾರ್, ಕುರುಬ ಸಮಾಜದ ಮುಖಂಡರು, ಪೊಲೀಸ್ ಸಿಬ್ಬಂದಿ ಮತ್ತು ತಾಲೂಕಿನ ವಿವಿಧ ಇಲಾಖೆಯ ಅಧಿಕಾರಿಗಳು ಹಾಗೂ ಹಾಲುಮತ ಸಮಾಜದವರು ಇದ್ದರು. <box>540 1189 1012 1235</box>
masthead-city: ರಾಯಚೂರು <box>78 90 144 109</box>
light-magenta-mark <box>125 2140 139 2154</box>
photo-caption-office <box>540 396 1014 521</box>
paragraph: ಪರಿಷ್ಕರಣೆ: ಕೇಂದ್ರ ಸರ್ಕಾರ ಕಬ್ಬಿನ ಎಫ್.ಆರ್.ಪಿ ದರವನ್ನು ಪರಿಷ್ಕರಿಸಬೇಕು. ಸಕ್ಕರೆ ರಫ್ತು ನೀತಿ ಬದಲಾಯಿಸಬೇಕು ಹಾಗೂ ಎಥೆನಾಲ್ ಉತ್ಪಾದನೆಗೆ ಹೆಚ್ಚಿನ ಅವಕಾಶ ನೀಡಬೇಕು ಎಂದು ಆಗ್ರಹಿಸಿದರು. <box>540 1490 1012 1520</box>
subhead-vande-bharat: ನಾಲ್ಕು ಹೊಸ ವಂದೇ ಭಾರತ ಚಾಲನೆ <box>197 506 373 524</box>
section-rule <box>44 673 526 674</box>
ad-banner: ಅಲ್ಪಾವಧಿ ಟೆಂಡರ್ ಪ್ರಕಟಣೆ <box>1038 1862 1336 1881</box>
paragraph: ಮಾನ್ವಿ ವಿಧಾನಸಭಾ ಕ್ಷೇತ್ರದ ಗ್ರಾಮೀಣ ಭಾಗದಲ್ಲಿ ಕುಡಿಯುವ ನೀರು, ರಸ್ತೆ, ವಿದ್ಯುತ್, ಶಿಕ್ಷಣ, ಆರೋಗ್ಯ ಸೇವೆಗಳ ಅಭಿವೃದ್ಧಿಗೆ ಹೆಚ್ಚಿನ ಅನುದಾನ ಬಳಸಲಾಗುತ್ತಿದೆ. ರೈತರ ಸಮಸ್ಯೆಗಳಿಗೆ ಸ್ಪಂದಿಸಲು ಸರ್ಕಾರ ಬದ್ಧವಾಗಿದೆ ಎಂದು ಹೇಳಿದರು. <box>44 1174 526 1204</box>
photo-person <box>1075 196 1109 316</box>
grey-mark <box>1308 2140 1322 2154</box>
article-sene <box>1022 1420 1350 1577</box>
column-left <box>44 142 526 2067</box>
column-divider <box>1016 146 1017 2066</box>
paragraph: ಅತ್ಯಂತ ಸರಳವಾಗಿ ಸಾವಿರಾರು ಕೀರ್ತನೆಗಳನ್ನು ರಚಿಸಿದ್ದಾರೆ. <box>550 1087 758 1101</box>
paragraph: ಬಾಗಲವಾಡ ಗ್ರಾಮದ ವಾರ್ಡ್ ನಂ 7 ರಲ್ಲಿ 10 ಲಕ್ಷ ರೂ ವೆಚ್ಚದ ಸಿಸಿ ರಸ್ತೆ ನಿರ್ಮಾಣ ಕಾಮಗಾರಿ, ಮುಖ್ಯಮಂತ್ರಿಗಳ ವಿಶೇಷ ಅನುದಾನದಡಿ 1 ಕೋಟಿ ವೆಚ್ಚದಲ್ಲಿ ಬಾಗಲವಾಡ ಗ್ರಾಮದಿಂದ ಸಂಪರ್ಕ ರಸ್ತೆ ಕಾಮಗಾರಿ ಸೇರಿದಂತೆ ಒಟ್ಟು ಸಾಕಷ್ಟು ಕಾಮಗಾರಿಗಳಿಗೆ ಚಾಲನೆ ನೀಡಲಾಯಿತು. <box>44 1074 526 1120</box>
headline-sampark: ಸಂಪರ್ಕ ಕ್ರಾಂತಿಗೆ ಮುನ್ನುಡಿ <box>164 161 406 194</box>
ad-reference: ಕಡತ ಸಂಖ್ಯೆ:ಗ್ರಾಕುನೀ&ನೈವಿ/ಜಿಪಂ/ಬಳ್ಳಾರಿ/ District&Taluk Lab/AMC/ Tender.No/2025-26/1155 <box>1038 1800 1336 1836</box>
ad-office: ಜಿಲ್ಲಾ ಪಂಚಾಯತ್, ಬಳ್ಳಾರಿ <box>1141 1750 1269 1766</box>
column-right-sene <box>1022 1398 1350 1728</box>
imprint-footer: Edited, Printed and Published by B.T. Amuthan on behalf of M/s Karnataka News Publications (P) Ltd., Printed at No. 12-3-221 Rajendra Gunj (apmc) Near Old SBI Bank Building, Raichur-584102. RNI No. KARKAN/2008/26484 Postal Regd No. 52/2012-2014 <box>42 2070 1352 2104</box>
yellow-mark <box>74 2140 88 2154</box>
paragraph: ಬನಾರಸ್-ಖಜುರಾಹೊ ವಂದೇ ಭಾರತ್ ಎಕ್ಸ್‌ಪ್ರೆಸ್ ವಾರಣಾಸಿ, ಪ್ರಯಾಗ್‌ರಾಜ್, ಚಿತ್ರಕೂಟ ಮತ್ತು ಖಜುರಾಹೊದಂತಹ ಪ್ರಮುಖ ಸಾಂಸ್ಕೃತಿಕ ಮತ್ತು ಧಾರ್ಮಿಕ ತಾಣ ಸಂಪರ್ಕಿಸುತ್ತದೆ. ಅಸ್ತಿತ್ವದಲ್ಲಿರುವ ಸೇವೆಗಳಿಗೆ ಹೋಲಿಸಿದರೆ ಪ್ರಯಾಣ ಸುಮಾರು 2 ಗಂಟೆ 40 ನಿಮಿಷ ಸಮಯ ಉಳಿತಾಯ ಮಾಡಲಿದೆ. ಈ ರೈಲು ಯುನೆಸ್ಕೋ ವಿಶ್ವ ಪರಂಪರೆಯ ತಾಣವಾದ ಖಜುರಾಹೊಗೆ ಭೇಟಿ ನೀಡುವ ಯಾತ್ರಿಕರಿಗೆ ಪ್ರಯೋಜನಕಾರಿಯಾಗಲಿದೆ ಎಂದು ಅಧಿಕಾರಿಗಳು ತಿಳಿಸಿದ್ದಾರೆ. <box>44 604 526 666</box>
photo-person <box>953 216 1001 398</box>
paragraph: ನವದೆಹಲಿ,ನ.8- ಕೇಂದ್ರ ರಕ್ಷಣಾ ಸಚಿವ ರಾಜನಾಥ್ ಸಿಂಗ್ ಅವರು ಲೋಕಸಭೆಯ ವಿರೋಧ ಪಕ್ಷದ ನಾಯಕ ರಾಹುಲ್ ಗಾಂಧಿ ಅವರ ವಿರುದ್ಧ ತೀವ್ರ ವಾಗ್ದಾಳಿ ನಡೆಸಿದ್ದಾರೆ. ಸೇನೆಯನ್ನು ಜಾತಿ-ಧರ್ಮದ ದೃಷ್ಟಿಯಲ್ಲಿ ನೋಡಬಾರದು. ದೇಶದ ಸೇನೆ ಎಲ್ಲರಿಗೂ ಸೇರಿದ್ದು ಎಂದಿದ್ದಾರೆ. <box>1022 1421 1181 1527</box>
article-training-intro <box>1196 520 1350 640</box>
paragraph: ಕುರುಡಿಹಾಳ: ತಾಲೂಕಿನ ಕುರುಡಿಹಾಳ ಪಟ್ಟಣದ ಶ್ರೀ ಆಂಜನೇಯ ಸಿದ್ದೇಶ್ವರ ಮಠದಿಂದ ಕನಕದಾಸರ ಭಾವಚಿತ್ರವನ್ನು ಟ್ರ್ಯಾಕ್ಟರ್ ನಲ್ಲಿ ಡೊಳ್ಳು ಬಾರಿಸುವ ಮೂಲಕ ಪಟ್ಟಣದ ಪ್ರಮುಖ ಬೀದಿಗಳಲ್ಲಿ ಅದ್ದೂರಿ ಮೆರವಣಿಗೆ ನಡೆಸಿ ಪೂಜೆ ಸಲ್ಲಿಸಲಾಯಿತು. <box>540 952 1012 982</box>
paragraph: ಬಿಜೆಪಿ ಮತಗಳ್ಳತನದ ಮೂಲಕ ಅನೇಕ ವಿಧಾನಸಭೆ ಮತ್ತು ಲೋಕಸಭೆಯಲ್ಲಿ ಅಧಿಕಾರಕ್ಕೆ ಬಂದಿರುವುದು ಸ್ಪಷ್ಟವಾಗಿ ಗೊತ್ತಾಗಿದೆ. ಲೋಕಸಭೆ ವಿರೋಧಪಕ್ಷದ ನಾಯಕರಾದ ರಾಹುಲ್ ಗಾಂಧಿಯವರು ನಿರಂತರ ಅಧ್ಯಯನ, ತನಿಖೆ ನಡೆಸಿ ದಾಖಲೆ ಸಮೇತ ಮತಕಳ್ಳತನವನ್ನು ದೇಶದ ಜನರಿಗೆ ಮನವರಿಕೆ ಮಾಡಿದ್ದಾರೆ ಎಂದು ವಿವರಿಸಿದರು. <box>540 601 1012 647</box>
paragraph: ಚುನಾವಣಾ ಆಯೋಗ ಸ್ವತಂತ್ರ ಸಂಸ್ಥೆಯಾಗಿದ್ದು, ಅದು ಡಾ.ಬಿ.ಆರ್.ಅಂಬೇಡ್ಕರ್ ಅವರ ಸಂವಿಧಾನದಲ್ಲಿ ನೀಡಿರುವ ಮತದಾನದ ಹಕ್ಕನ್ನು ರಕ್ಷಿಸಬೇಕು. ಸಂವಿಧಾನದ ಮೌಲ್ಯ ಉಳಿಯಬೇಕಾದರೆ ಸ್ವತಂತ್ರ ಚುನಾವಣಾ ಪ್ರಕ್ರಿಯೆ ನಡೆಯಬೇಕು ಎಂದರು. <box>540 735 1012 765</box>
article-bele-parihara <box>44 720 526 804</box>
section-rule <box>1022 1312 1350 1313</box>
paragraph: ಈ ಸಂದರ್ಭದಲ್ಲಿ ಸಂಘದ ಕರ್ನಾಟಕ ರಾಜ್ಯ ಅಧ್ಯಕ್ಷ ಚಾಮರಸ ಮಾಲಿಪಾಟೀಲ, ಜಿಲ್ಲಾ ಅಧ್ಯಕ್ಷ ರಾಘವೇಂದ್ರ, ಜಿಲ್ಲಾ ಕಾರ್ಯದರ್ಶಿ ಸೇರಿದಂತೆ ಅನೇಕ ರೈತರು ಪ್ರತಿಭಟನೆಯಲ್ಲಿದ್ದರು. <box>44 773 526 803</box>
ad-header-text <box>1074 1736 1336 1766</box>
photo-person <box>573 211 621 398</box>
paragraph: ಉಪಾಧ್ಯಕ್ಷೆ ಲಕ್ಷ್ಮೀ ಅವರು, ಸದಸ್ಯರಾದ ಹಸೀನಾ ಅಲಿಸಾಬ, ಅಶೋಕ್ ಹೊನ್ನಳ್ಳಿ, ಮಲ್ಲಪ್ಪ ಸೇರಿದಂತೆ ಅನೇಕರು ಉಪಸ್ಥಿತರಿದ್ದರು. <box>54 939 504 953</box>
